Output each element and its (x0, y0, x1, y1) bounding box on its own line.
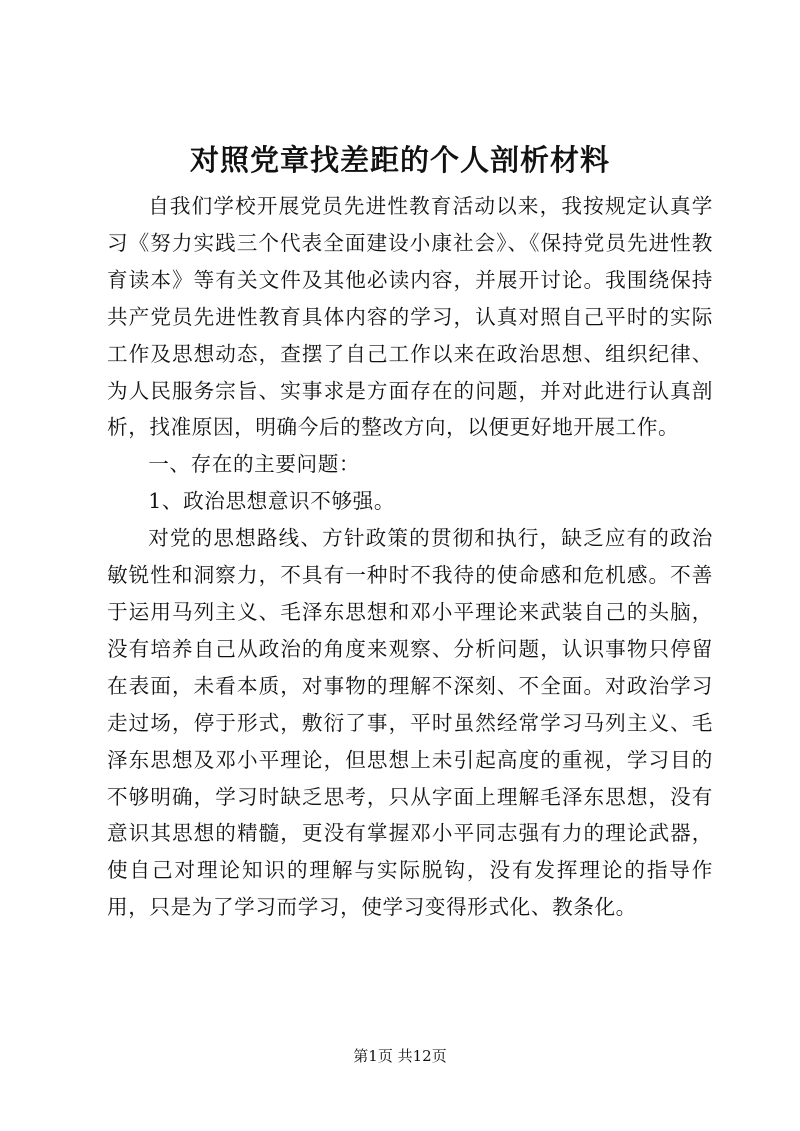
body-paragraph: 对党的思想路线、方针政策的贯彻和执行，缺乏应有的政治敏锐性和洞察力，不具有一种时不我待的使命感和危机感。不善于运用马列主义、毛泽东思想和邓小平理论来武装自己的头脑，没有培养自己从政治的角度来观察、分析问题，认识事物只停留在表面，未看本质，对事物的理解不深刻、不全面。对政治学习走过场，停于形式，敷衍了事，平时虽然经常学习马列主义、毛泽东思想及邓小平理论，但思想上未引起高度的重视，学习目的不够明确，学习时缺乏思考，只从字面上理解毛泽东思想，没有意识其思想的精髓，更没有掌握邓小平同志强有力的理论武器，使自己对理论知识的理解与实际脱钩，没有发挥理论的指导作用，只是为了学习而学习，使学习变得形式化、教条化。 (107, 526, 713, 920)
document-body (107, 188, 713, 926)
section-heading: 一、存在的主要问题： (148, 452, 361, 477)
document-title: 对照党章找差距的个人剖析材料 (189, 143, 610, 177)
subsection-heading: 1、政治思想意识不够强。 (148, 489, 396, 514)
intro-paragraph: 自我们学校开展党员先进性教育活动以来，我按规定认真学习《努力实践三个代表全面建设小康社会》、《保持党员先进性教育读本》等有关文件及其他必读内容，并展开讨论。我围绕保持共产党员先进性教育具体内容的学习，认真对照自己平时的实际工作及思想动态，查摆了自己工作以来在政治思想、组织纪律、为人民服务宗旨、实事求是方面存在的问题，并对此进行认真剖析，找准原因，明确今后的整改方向，以便更好地开展工作。 (107, 194, 713, 440)
page-footer: 第1页 共12页 (353, 1047, 447, 1065)
